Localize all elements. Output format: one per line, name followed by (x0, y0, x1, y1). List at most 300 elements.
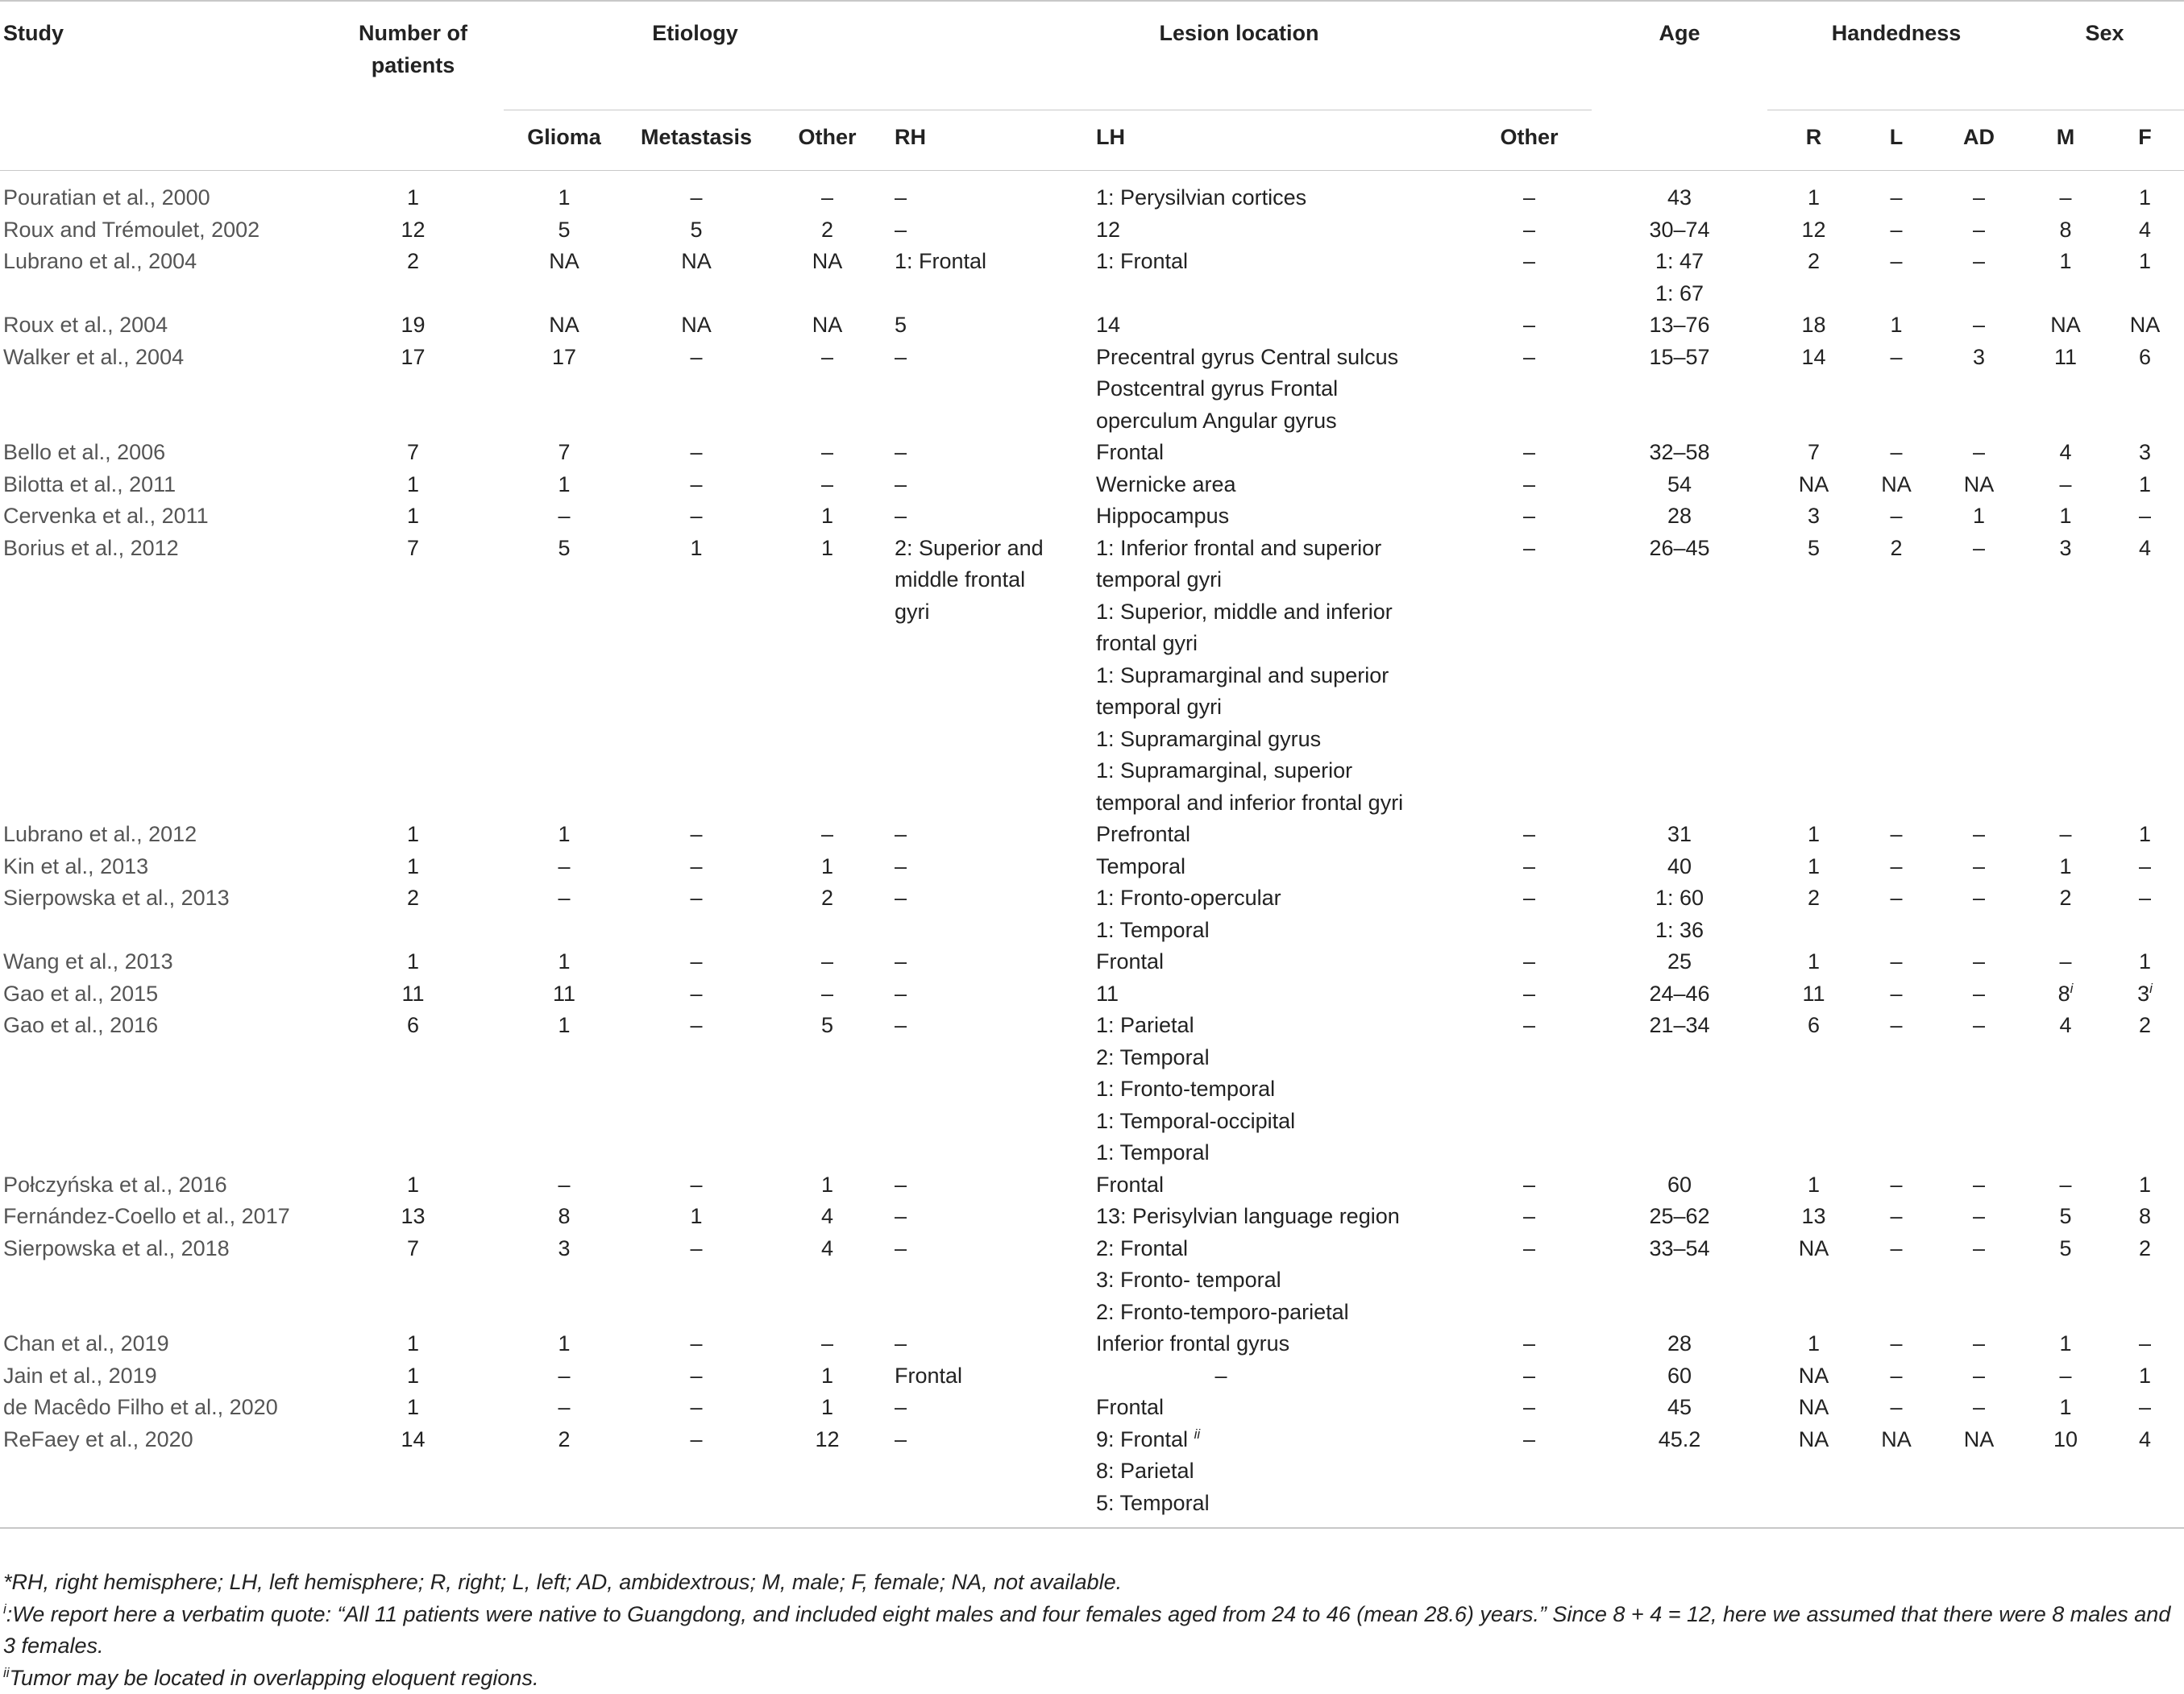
cell-rh-text: – (895, 1395, 907, 1419)
cell-lh-text: 1: Parietal 2: Temporal 1: Fronto-temporal 1: Temporal-occipital 1: Temporal (1096, 1013, 1295, 1165)
cell-f (2106, 1424, 2184, 1529)
cell-study (0, 309, 322, 342)
cell-ad (1933, 214, 2025, 247)
cell-l-text: – (1891, 504, 1903, 528)
cell-metastasis (625, 946, 768, 978)
cell-number-of-patients (322, 309, 504, 342)
cell-m-text: 8 (2060, 218, 2072, 242)
cell-glioma (504, 342, 625, 438)
cell-rh-text: – (895, 504, 907, 528)
cell-rh (886, 882, 1088, 946)
cell-ad-text: – (1973, 313, 1985, 337)
cell-ad (1933, 1424, 2025, 1529)
cell-lh (1088, 533, 1467, 820)
cell-l (1860, 1328, 1933, 1360)
cell-lh (1088, 1233, 1467, 1329)
cell-glioma-text: 1 (558, 1013, 570, 1037)
cell-study-text: Połczyńska et al., 2016 (3, 1173, 227, 1197)
cell-metastasis (625, 1424, 768, 1529)
cell-study-text: Roux et al., 2004 (3, 313, 168, 337)
cell-other-lesion-text: – (1523, 504, 1535, 528)
cell-m (2025, 946, 2106, 978)
cell-l-text: NA (1881, 472, 1912, 496)
table-row (0, 500, 2184, 533)
cell-other-lesion (1467, 309, 1592, 342)
cell-age-text: 24–46 (1649, 982, 1709, 1006)
cell-glioma-text: 7 (558, 440, 570, 464)
cell-rh-text: – (895, 472, 907, 496)
cell-age (1592, 533, 1767, 820)
table-row (0, 309, 2184, 342)
cell-ad (1933, 437, 2025, 469)
cell-r-text: NA (1799, 472, 1829, 496)
cell-number-of-patients (322, 1233, 504, 1329)
cell-glioma (504, 1169, 625, 1202)
cell-lh-text-first: 9: Frontal (1096, 1427, 1194, 1451)
cell-other-etiology-text: – (821, 440, 833, 464)
cell-study-text: Gao et al., 2016 (3, 1013, 158, 1037)
table-row (0, 978, 2184, 1011)
cell-r (1767, 946, 1860, 978)
cell-lh-text: Frontal (1096, 1173, 1164, 1197)
col-number-of-patients: Number of patients (322, 1, 504, 110)
cell-study (0, 851, 322, 883)
cell-ad (1933, 1328, 2025, 1360)
cell-r (1767, 1424, 1860, 1529)
cell-f (2106, 851, 2184, 883)
cell-ad (1933, 246, 2025, 309)
cell-other-etiology-text: 4 (821, 1236, 833, 1260)
cell-lh (1088, 882, 1467, 946)
cell-rh (886, 469, 1088, 501)
table-row (0, 1233, 2184, 1329)
cell-r (1767, 978, 1860, 1011)
cell-study (0, 819, 322, 851)
footnote-abbreviations: *RH, right hemisphere; LH, left hemisphere; R, right; L, left; AD, ambidextrous; M, male; F, female; NA, not available. (3, 1567, 2179, 1599)
cell-metastasis-text: – (690, 886, 702, 910)
cell-m-text: 4 (2060, 1013, 2072, 1037)
cell-metastasis-text: – (690, 1013, 702, 1037)
cell-r-text: 1 (1808, 185, 1820, 210)
cell-number-of-patients-text: 2 (407, 249, 419, 273)
cell-r (1767, 1169, 1860, 1202)
cell-ad-text: – (1973, 1395, 1985, 1419)
cell-ad-text: – (1973, 1364, 1985, 1388)
cell-r (1767, 882, 1860, 946)
cell-metastasis (625, 1233, 768, 1329)
cell-study (0, 246, 322, 309)
col-study: Study (0, 1, 322, 110)
cell-rh (886, 978, 1088, 1011)
cell-study-text: Bilotta et al., 2011 (3, 472, 176, 496)
cell-rh (886, 500, 1088, 533)
col-sex: Sex (2025, 1, 2184, 110)
cell-glioma (504, 978, 625, 1011)
cell-m-text: 1 (2060, 854, 2072, 878)
col-f: F (2106, 110, 2184, 171)
cell-r (1767, 1328, 1860, 1360)
cell-number-of-patients-text: 1 (407, 1331, 419, 1356)
cell-other-lesion (1467, 1201, 1592, 1233)
cell-m (2025, 819, 2106, 851)
col-glioma: Glioma (504, 110, 625, 171)
cell-other-etiology (768, 978, 886, 1011)
footnotes (3, 1567, 2179, 1694)
cell-glioma-text: 1 (558, 822, 570, 846)
cell-f-text: 4 (2139, 536, 2151, 560)
cell-r (1767, 819, 1860, 851)
col-etiology: Etiology (504, 1, 886, 110)
cell-age-text: 31 (1667, 822, 1692, 846)
cell-ad-text: – (1973, 1331, 1985, 1356)
cell-rh-text: – (895, 854, 907, 878)
table-row (0, 946, 2184, 978)
cell-ad-text: – (1973, 536, 1985, 560)
cell-glioma (504, 1233, 625, 1329)
cell-l (1860, 946, 1933, 978)
cell-ad (1933, 1201, 2025, 1233)
cell-l (1860, 469, 1933, 501)
cell-other-etiology (768, 342, 886, 438)
cell-m (2025, 1424, 2106, 1529)
cell-rh (886, 1201, 1088, 1233)
cell-rh-text: – (895, 1013, 907, 1037)
cell-f-text: 2 (2139, 1236, 2151, 1260)
cell-rh (886, 1328, 1088, 1360)
cell-metastasis-text: – (690, 949, 702, 974)
cell-age-text: 1: 47 1: 67 (1655, 249, 1704, 305)
cell-rh-text: – (895, 185, 907, 210)
cell-study-text: Sierpowska et al., 2018 (3, 1236, 230, 1260)
cell-other-lesion (1467, 819, 1592, 851)
cell-r-text: NA (1799, 1427, 1829, 1451)
cell-m-text: 10 (2053, 1427, 2078, 1451)
cell-age-text: 45.2 (1659, 1427, 1701, 1451)
cell-number-of-patients-text: 1 (407, 854, 419, 878)
cell-number-of-patients (322, 1328, 504, 1360)
cell-number-of-patients (322, 171, 504, 214)
cell-number-of-patients (322, 533, 504, 820)
cell-metastasis-text: – (690, 440, 702, 464)
cell-study (0, 946, 322, 978)
cell-glioma-text: 11 (553, 982, 575, 1006)
cell-l (1860, 882, 1933, 946)
cell-other-etiology (768, 171, 886, 214)
cell-study-text: de Macêdo Filho et al., 2020 (3, 1395, 278, 1419)
cell-age (1592, 342, 1767, 438)
cell-number-of-patients (322, 851, 504, 883)
cell-r (1767, 309, 1860, 342)
col-rh: RH (886, 110, 1088, 171)
cell-study (0, 882, 322, 946)
cell-f-text: 1 (2139, 1364, 2151, 1388)
cell-f-text: – (2139, 504, 2151, 528)
cell-other-etiology-text: NA (812, 249, 843, 273)
cell-r-text: 7 (1808, 440, 1820, 464)
cell-r (1767, 171, 1860, 214)
cell-f-text: 2 (2139, 1013, 2151, 1037)
cell-other-etiology (768, 946, 886, 978)
cell-study (0, 1201, 322, 1233)
cell-other-etiology (768, 500, 886, 533)
cell-other-etiology-text: 1 (821, 1173, 833, 1197)
cell-other-etiology (768, 309, 886, 342)
cell-study (0, 171, 322, 214)
cell-f (2106, 882, 2184, 946)
cell-l (1860, 533, 1933, 820)
cell-f-text: 1 (2139, 249, 2151, 273)
cell-other-etiology-text: – (821, 949, 833, 974)
cell-age (1592, 946, 1767, 978)
cell-metastasis-text: – (690, 854, 702, 878)
cell-age-text: 54 (1667, 472, 1692, 496)
cell-ad-text: – (1973, 886, 1985, 910)
cell-f-text: 3 (2139, 440, 2151, 464)
cell-other-lesion-text: – (1523, 185, 1535, 210)
cell-glioma-text: NA (549, 313, 579, 337)
cell-number-of-patients-text: 6 (407, 1013, 419, 1037)
cell-l (1860, 246, 1933, 309)
cell-r (1767, 246, 1860, 309)
cell-study (0, 214, 322, 247)
cell-r (1767, 851, 1860, 883)
cell-ad (1933, 882, 2025, 946)
cell-number-of-patients-text: 11 (401, 982, 424, 1006)
cell-number-of-patients-text: 1 (407, 949, 419, 974)
cell-m (2025, 437, 2106, 469)
table-row (0, 1360, 2184, 1393)
cell-other-etiology (768, 1328, 886, 1360)
cell-r-text: 6 (1808, 1013, 1820, 1037)
cell-rh-text: 2: Superior and middle frontal gyri (895, 536, 1044, 624)
cell-rh-text: – (895, 949, 907, 974)
cell-m-text: 11 (2054, 345, 2077, 369)
cell-f (2106, 500, 2184, 533)
cell-l (1860, 1360, 1933, 1393)
cell-metastasis-text: – (690, 1236, 702, 1260)
cell-glioma-text: – (558, 1395, 570, 1419)
cell-glioma (504, 946, 625, 978)
cell-age-text: 25–62 (1649, 1204, 1709, 1228)
cell-number-of-patients (322, 246, 504, 309)
footnote-i-marker: i (3, 1601, 6, 1617)
cell-l-text: – (1891, 1173, 1903, 1197)
table-row (0, 437, 2184, 469)
cell-l (1860, 171, 1933, 214)
header-row-top (0, 1, 2184, 110)
cell-lh (1088, 246, 1467, 309)
cell-l-text: – (1891, 440, 1903, 464)
cell-m-text: 1 (2060, 1395, 2072, 1419)
cell-m (2025, 500, 2106, 533)
cell-other-lesion-text: – (1523, 1013, 1535, 1037)
cell-f-text: – (2139, 1395, 2151, 1419)
cell-lh (1088, 1360, 1467, 1393)
cell-f-text: 4 (2139, 218, 2151, 242)
table-row (0, 819, 2184, 851)
cell-number-of-patients (322, 1424, 504, 1529)
cell-m (2025, 533, 2106, 820)
cell-metastasis-text: – (690, 345, 702, 369)
cell-number-of-patients-text: 1 (407, 1395, 419, 1419)
cell-f-text: NA (2130, 313, 2161, 337)
cell-rh (886, 171, 1088, 214)
cell-ad (1933, 500, 2025, 533)
cell-other-lesion-text: – (1523, 1427, 1535, 1451)
cell-ad (1933, 851, 2025, 883)
cell-metastasis (625, 1392, 768, 1424)
cell-lh-text: 2: Frontal 3: Fronto- temporal 2: Fronto-temporo-parietal (1096, 1236, 1349, 1324)
cell-metastasis-text: NA (681, 313, 712, 337)
cell-other-etiology-text: 12 (815, 1427, 839, 1451)
cell-m-text: 3 (2060, 536, 2072, 560)
cell-l (1860, 1392, 1933, 1424)
cell-number-of-patients (322, 469, 504, 501)
cell-f (2106, 946, 2184, 978)
cell-age (1592, 214, 1767, 247)
cell-age (1592, 1201, 1767, 1233)
cell-ad-text: – (1973, 1204, 1985, 1228)
cell-lh-text: 12 (1096, 218, 1120, 242)
cell-f (2106, 533, 2184, 820)
cell-age-text: 30–74 (1649, 218, 1709, 242)
cell-age (1592, 309, 1767, 342)
cell-other-lesion (1467, 246, 1592, 309)
cell-age (1592, 978, 1767, 1011)
cell-ad-text: 3 (1973, 345, 1985, 369)
cell-l (1860, 1010, 1933, 1169)
cell-lh (1088, 851, 1467, 883)
cell-number-of-patients (322, 819, 504, 851)
cell-age-text: 26–45 (1649, 536, 1709, 560)
cell-number-of-patients-text: 17 (401, 345, 425, 369)
cell-rh (886, 309, 1088, 342)
cell-age (1592, 1328, 1767, 1360)
cell-age (1592, 1424, 1767, 1529)
cell-age (1592, 469, 1767, 501)
cell-other-lesion-text: – (1523, 218, 1535, 242)
cell-r (1767, 214, 1860, 247)
cell-f-text: – (2139, 886, 2151, 910)
cell-study-text: Jain et al., 2019 (3, 1364, 157, 1388)
cell-r-text: 5 (1808, 536, 1820, 560)
cell-m (2025, 1010, 2106, 1169)
cell-other-etiology-text: 1 (821, 854, 833, 878)
cell-m-text: – (2060, 472, 2072, 496)
cell-other-etiology-text: 1 (821, 1364, 833, 1388)
cell-m-text: 8 (2058, 982, 2070, 1006)
cell-metastasis-text: – (690, 982, 702, 1006)
cell-metastasis (625, 437, 768, 469)
cell-other-lesion (1467, 946, 1592, 978)
cell-lh-text: Temporal (1096, 854, 1185, 878)
cell-number-of-patients (322, 1201, 504, 1233)
cell-metastasis-text: – (690, 1173, 702, 1197)
cell-f (2106, 342, 2184, 438)
cell-l-text: 1 (1891, 313, 1903, 337)
cell-rh (886, 1169, 1088, 1202)
cell-other-etiology-text: 2 (821, 218, 833, 242)
cell-lh (1088, 1169, 1467, 1202)
cell-m (2025, 309, 2106, 342)
cell-glioma (504, 437, 625, 469)
cell-l (1860, 309, 1933, 342)
cell-l (1860, 1424, 1933, 1529)
table-row (0, 342, 2184, 438)
cell-l-text: – (1891, 1331, 1903, 1356)
cell-m (2025, 978, 2106, 1011)
cell-ad-text: – (1973, 185, 1985, 210)
col-metastasis: Metastasis (625, 110, 768, 171)
cell-l-text: – (1891, 949, 1903, 974)
cell-other-etiology (768, 1392, 886, 1424)
table-header (0, 1, 2184, 171)
cell-f (2106, 978, 2184, 1011)
cell-glioma (504, 469, 625, 501)
cell-study-text: Kin et al., 2013 (3, 854, 148, 878)
cell-m (2025, 214, 2106, 247)
cell-metastasis-text: – (690, 472, 702, 496)
cell-rh-text: – (895, 982, 907, 1006)
cell-study (0, 978, 322, 1011)
cell-l (1860, 1169, 1933, 1202)
cell-rh (886, 946, 1088, 978)
cell-rh (886, 533, 1088, 820)
cell-ad (1933, 171, 2025, 214)
cell-m-text: – (2060, 1173, 2072, 1197)
cell-r-text: 1 (1808, 1331, 1820, 1356)
cell-lh-text: Wernicke area (1096, 472, 1236, 496)
cell-l-text: – (1891, 854, 1903, 878)
cell-l (1860, 819, 1933, 851)
cell-other-etiology (768, 819, 886, 851)
cell-study-text: Lubrano et al., 2004 (3, 249, 197, 273)
cell-ad-text: – (1973, 1236, 1985, 1260)
cell-age-text: 13–76 (1649, 313, 1709, 337)
cell-age (1592, 500, 1767, 533)
cell-study-text: Borius et al., 2012 (3, 536, 179, 560)
table-row (0, 214, 2184, 247)
cell-number-of-patients-text: 1 (407, 1173, 419, 1197)
cell-study (0, 437, 322, 469)
cell-age (1592, 1360, 1767, 1393)
cell-glioma (504, 819, 625, 851)
cell-glioma (504, 171, 625, 214)
cell-metastasis-text: – (690, 1427, 702, 1451)
cell-number-of-patients-text: 14 (401, 1427, 425, 1451)
cell-number-of-patients-text: 2 (407, 886, 419, 910)
cell-m-text: 2 (2060, 886, 2072, 910)
cell-f (2106, 246, 2184, 309)
cell-ad (1933, 1010, 2025, 1169)
cell-m-text: NA (2050, 313, 2081, 337)
cell-metastasis-text: – (690, 1364, 702, 1388)
cell-other-etiology (768, 1169, 886, 1202)
footnote-ii-text: Tumor may be located in overlapping eloquent regions. (10, 1666, 539, 1690)
cell-r (1767, 1392, 1860, 1424)
cell-number-of-patients-text: 7 (407, 440, 419, 464)
cell-ad (1933, 1360, 2025, 1393)
cell-other-lesion-text: – (1523, 1173, 1535, 1197)
cell-other-etiology (768, 214, 886, 247)
cell-rh (886, 342, 1088, 438)
cell-other-etiology (768, 882, 886, 946)
cell-other-lesion-text: – (1523, 886, 1535, 910)
cell-other-lesion-text: – (1523, 1236, 1535, 1260)
cell-lh (1088, 946, 1467, 978)
cell-age-text: 25 (1667, 949, 1692, 974)
footnote-i (3, 1599, 2179, 1663)
